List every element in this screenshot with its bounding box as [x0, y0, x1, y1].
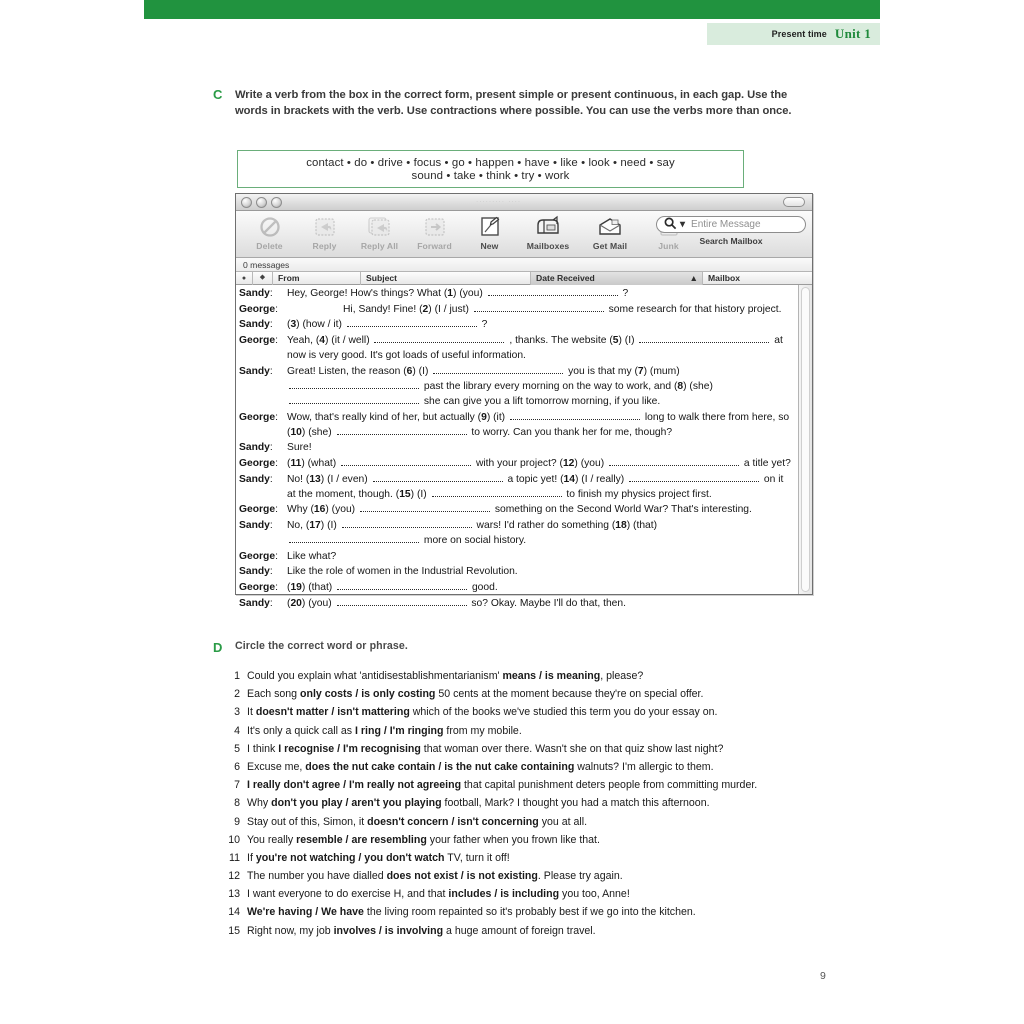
dialogue-fragment: ) (I / just): [428, 303, 472, 315]
exercise-fragment: football, Mark? I thought you had a match this afternoon.: [441, 797, 710, 810]
toolbar-reply-all-button[interactable]: [352, 214, 407, 251]
dialogue-speaker: George:: [239, 550, 278, 562]
exercise-fragment: It: [247, 706, 256, 719]
dialogue-fragment: ) (I): [618, 334, 638, 346]
header-unit-label: Unit 1: [834, 26, 871, 41]
reply-icon: [313, 214, 337, 240]
exercise-item-text: [247, 744, 856, 755]
dialogue-fragment: No! (: [287, 473, 310, 485]
exercise-item-text: [247, 853, 856, 864]
toolbar-new-button[interactable]: [462, 214, 517, 251]
gap-number: 3: [290, 319, 297, 331]
gap-number: 14: [563, 473, 575, 485]
verb-box-line-2: sound • take • think • try • work: [411, 169, 570, 182]
dialogue-fragment: (: [287, 581, 291, 593]
gap-number: 5: [612, 334, 619, 346]
dialogue-line: [239, 580, 791, 595]
exercise-fragment: The number you have dialled: [247, 870, 387, 883]
exercise-item-text: [247, 817, 856, 828]
gap-number: 11: [290, 457, 302, 469]
exercise-item: [226, 762, 856, 773]
dialogue-speaker: Sandy:: [239, 597, 273, 609]
exercise-item-text: [247, 889, 856, 900]
exercise-fragment: It's only a quick call as: [247, 724, 356, 737]
dialogue-fragment: ) (you): [574, 457, 608, 469]
dialogue-fragment: a topic yet! (: [504, 473, 564, 485]
search-placeholder: Entire Message: [691, 219, 761, 230]
exercise-fragment: Right now, my job: [247, 924, 334, 937]
exercise-item: [226, 889, 856, 900]
column-header-from[interactable]: From: [273, 272, 361, 285]
exercise-item-number: 10: [228, 833, 240, 846]
dialogue-fragment: ?: [619, 288, 629, 299]
exercise-fragment: . Please try again.: [537, 870, 623, 883]
mail-message-count: 0 messages: [243, 259, 290, 270]
dialogue-speaker: George:: [239, 303, 278, 315]
dialogue-fragment: something on the Second World War? That's interesting.: [491, 504, 752, 516]
toolbar-new-label: New: [480, 241, 499, 251]
search-mailbox-caption: Search Mailbox: [699, 236, 763, 246]
dialogue-speaker: Sandy:: [239, 519, 273, 531]
answer-blank[interactable]: [609, 460, 739, 466]
dialogue-text: [285, 286, 791, 301]
toolbar-toggle-button[interactable]: [783, 197, 805, 207]
gap-number: 19: [290, 581, 302, 593]
toolbar-get-mail-button[interactable]: [579, 214, 641, 251]
dialogue-fragment: ) (you): [301, 597, 335, 609]
dialogue-fragment: Yeah, (: [287, 334, 320, 346]
exercise-item: [226, 707, 856, 718]
answer-blank[interactable]: [639, 337, 769, 343]
dialogue-fragment: , thanks. The website (: [506, 334, 613, 346]
exercise-item-number: 12: [228, 870, 240, 883]
mail-column-headers: [236, 272, 812, 285]
toolbar-forward-button[interactable]: [407, 214, 462, 251]
exercise-fragment: Stay out of this, Simon, it: [247, 815, 368, 828]
exercise-item-text: [247, 798, 856, 809]
dialogue-speaker: George:: [239, 411, 278, 423]
dialogue-text: [285, 564, 791, 579]
dialogue-speaker: George:: [239, 504, 278, 516]
gap-number: 15: [399, 488, 411, 500]
answer-choice-pair[interactable]: don't you play / aren't you playing: [271, 797, 442, 810]
answer-blank[interactable]: [374, 337, 504, 343]
close-button-icon[interactable]: [241, 197, 252, 208]
exercise-fragment: If: [247, 851, 256, 864]
answer-choice-pair[interactable]: I recognise / I'm recognising: [278, 742, 421, 755]
gap-number: 8: [677, 380, 684, 392]
flag-icon: ⬥: [260, 274, 265, 281]
dialogue-fragment: some research for that history project.: [605, 303, 782, 315]
delete-icon: [259, 214, 281, 240]
dialogue-fragment: Wow, that's really kind of her, but actually (: [287, 411, 482, 423]
answer-choice-pair[interactable]: only costs / is only costing: [300, 688, 436, 701]
exercise-fragment: You really: [247, 833, 297, 846]
dialogue-fragment: at now is very good. It's got loads of useful information.: [287, 334, 783, 361]
dialogue-line: [239, 502, 791, 517]
dialogue-text: [285, 302, 791, 317]
toolbar-get-mail-label: Get Mail: [592, 241, 628, 251]
dialogue-fragment: to finish my physics project first.: [563, 488, 712, 500]
answer-choice-pair[interactable]: resemble / are resembling: [296, 833, 427, 846]
answer-blank[interactable]: [342, 522, 472, 528]
exercise-item-text: [247, 762, 856, 773]
dialogue-text: [285, 364, 791, 409]
answer-blank[interactable]: [341, 460, 471, 466]
dialogue-fragment: (: [287, 457, 291, 469]
header-chapter-title: Present time: [771, 29, 827, 39]
verb-word-box: [237, 150, 744, 188]
dialogue-fragment: ) (I / even): [320, 473, 371, 485]
dialogue-line: [239, 317, 791, 332]
answer-blank[interactable]: [337, 428, 467, 434]
dialogue-fragment: to worry. Can you thank her for me, though?: [468, 426, 673, 438]
dialogue-fragment: (: [287, 597, 291, 609]
answer-blank[interactable]: [360, 506, 490, 512]
exercise-item-number: 15: [228, 924, 240, 937]
gap-number: 6: [406, 365, 413, 377]
exercise-item-text: [247, 835, 856, 846]
toolbar-mailboxes-button[interactable]: [517, 214, 579, 251]
dialogue-line: [239, 364, 791, 409]
exercise-item-number: 2: [234, 688, 240, 701]
dialogue-text: [285, 518, 791, 548]
exercise-fragment: you too, Anne!: [559, 888, 630, 901]
exercise-item-number: 11: [229, 851, 240, 864]
exercise-item: [226, 817, 856, 828]
dialogue-text: [285, 456, 791, 471]
exercise-fragment: I think: [247, 742, 279, 755]
mail-toolbar: [236, 211, 812, 258]
column-header-mailbox[interactable]: Mailbox: [708, 273, 740, 283]
unread-dot-icon: ●: [241, 274, 247, 282]
dialogue-line: [239, 472, 791, 502]
dialogue-speaker: George:: [239, 457, 278, 469]
gap-number: 1: [447, 288, 454, 299]
section-c-instruction: Write a verb from the box in the correct form, present simple or present continuous, in each gap. Use the words in brackets with the verb. Use contractions where possible. You can use the verbs more than once.: [235, 89, 792, 118]
dialogue-fragment: ) (that): [301, 581, 336, 593]
exercise-item-text: [247, 707, 856, 718]
answer-blank[interactable]: [337, 599, 467, 605]
exercise-item-number: 5: [234, 742, 240, 755]
exercise-fragment: , please?: [600, 670, 644, 682]
section-d: [213, 640, 853, 655]
mailboxes-icon: [535, 214, 561, 240]
dialogue-line: [239, 549, 791, 564]
exercise-item: [226, 853, 856, 864]
exercise-fragment: Each song: [247, 688, 301, 701]
sort-ascending-icon: ▲: [689, 273, 698, 283]
dialogue-fragment: wars! I'd rather do something (: [473, 519, 616, 531]
answer-blank[interactable]: [488, 290, 618, 296]
toolbar-mailboxes-label: Mailboxes: [526, 241, 570, 251]
column-header-date-label: Date Received: [536, 273, 595, 283]
section-d-letter: D: [213, 640, 223, 655]
answer-choice-pair[interactable]: does not exist / is not existing: [386, 870, 538, 883]
dialogue-line: [239, 440, 791, 455]
column-header-attachment[interactable]: [253, 272, 273, 285]
mail-titlebar: [236, 194, 812, 211]
dialogue-fragment: you is that my (: [565, 365, 638, 377]
exercise-item: [226, 744, 856, 755]
dialogue-fragment: ) (mum): [643, 365, 680, 377]
dialogue-text: [285, 440, 791, 455]
exercise-fragment: I want everyone to do exercise H, and that: [247, 888, 449, 901]
gap-number: 18: [615, 519, 627, 531]
dialogue-fragment: ) (it / well): [325, 334, 373, 346]
dialogue-fragment: ?: [478, 319, 488, 331]
exercise-fragment: Why: [247, 797, 272, 810]
gap-number: 4: [319, 334, 325, 346]
dialogue-fragment: No, (: [287, 519, 310, 531]
column-header-subject[interactable]: Subject: [361, 272, 531, 285]
dialogue-fragment: Sure!: [287, 442, 312, 454]
answer-blank[interactable]: [337, 584, 467, 590]
dialogue-speaker: George:: [239, 581, 278, 593]
answer-blank[interactable]: [289, 382, 419, 388]
exercise-item: [226, 907, 856, 918]
dialogue-text: [285, 333, 791, 363]
section-c: [213, 87, 813, 119]
mail-scrollbar[interactable]: [798, 285, 812, 594]
gap-number: 10: [290, 426, 302, 438]
header-unit-tab: [707, 23, 880, 45]
exercise-item: [226, 871, 856, 882]
dialogue-line: [239, 564, 791, 579]
dialogue-fragment: ) (you): [453, 288, 486, 299]
exercise-item-text: [247, 926, 856, 937]
dialogue-line: [239, 286, 791, 301]
dialogue-fragment: so? Okay. Maybe I'll do that, then.: [468, 597, 626, 609]
dialogue-text: [285, 410, 791, 440]
answer-blank[interactable]: [433, 367, 563, 373]
exercise-fragment: that capital punishment deters people from committing murder.: [461, 779, 758, 792]
dialogue-fragment: ) (she): [301, 426, 335, 438]
answer-choice-pair[interactable]: I ring / I'm ringing: [355, 724, 444, 737]
dialogue-fragment: ) (you): [325, 504, 358, 516]
exercise-fragment: 50 cents at the moment because they're on special offer.: [435, 688, 704, 701]
page-number: 9: [820, 970, 826, 982]
section-c-letter: C: [213, 87, 223, 102]
dialogue-fragment: long to walk there from here, so (: [287, 411, 790, 438]
exercise-item-number: 4: [234, 724, 240, 737]
exercise-item-text: [247, 780, 856, 791]
gap-number: 17: [309, 519, 321, 531]
search-input[interactable]: [656, 216, 806, 233]
toolbar-reply-label: Reply: [312, 241, 337, 251]
dialogue-line: [239, 596, 791, 611]
dialogue-fragment: a title yet?: [741, 457, 791, 469]
dialogue-fragment: ) (I): [320, 519, 340, 531]
answer-choice-pair[interactable]: doesn't concern / isn't concerning: [367, 815, 539, 828]
dialogue-fragment: Hi, Sandy! Fine! (: [343, 303, 423, 315]
dialogue-speaker: Sandy:: [239, 566, 273, 578]
dialogue-fragment: ) (I): [412, 365, 432, 377]
dialogue-fragment: ) (it): [486, 411, 508, 423]
dialogue-text: [285, 472, 791, 502]
answer-blank[interactable]: [432, 490, 562, 496]
exercise-item: [226, 798, 856, 809]
dialogue-fragment: more on social history.: [421, 535, 527, 546]
answer-blank[interactable]: [474, 305, 604, 311]
exercise-fragment: you at all.: [538, 815, 588, 828]
zoom-button-icon[interactable]: [271, 197, 282, 208]
gap-number: 9: [481, 411, 487, 423]
exercise-fragment: from my mobile.: [443, 724, 522, 737]
exercise-item-text: [247, 907, 856, 918]
dialogue-text: [285, 549, 791, 564]
exercise-item-text: [247, 671, 856, 682]
dialogue-fragment: ) (I): [410, 488, 430, 500]
column-header-unread[interactable]: [236, 272, 253, 285]
answer-blank[interactable]: [373, 475, 503, 481]
exercise-item-number: 7: [234, 779, 240, 792]
answer-blank[interactable]: [510, 413, 640, 419]
answer-choice-pair[interactable]: involves / is involving: [333, 924, 444, 937]
exercise-fragment: walnuts? I'm allergic to them.: [574, 760, 714, 773]
toolbar-junk-label: Junk: [658, 241, 679, 251]
gap-number: 7: [637, 365, 644, 377]
exercise-item-number: 13: [228, 888, 240, 901]
dialogue-fragment: (: [287, 319, 291, 331]
answer-choice-pair[interactable]: means / is meaning: [502, 670, 601, 682]
reply-all-icon: [367, 214, 393, 240]
answer-choice-pair[interactable]: I really don't agree / I'm really not agreeing: [247, 779, 462, 792]
dialogue-fragment: she can give you a lift tomorrow morning, if you like.: [421, 395, 661, 407]
dialogue-fragment: Like the role of women in the Industrial Revolution.: [287, 566, 518, 578]
dialogue-transcript: [239, 286, 791, 611]
exercise-fragment: your father when you frown like that.: [426, 833, 600, 846]
new-message-icon: [478, 214, 502, 240]
answer-blank[interactable]: [629, 475, 759, 481]
exercise-fragment: Excuse me,: [247, 760, 306, 773]
exercise-item: [226, 689, 856, 700]
answer-choice-pair[interactable]: doesn't matter / isn't mattering: [255, 706, 410, 719]
dialogue-fragment: ) (she): [683, 380, 713, 392]
answer-blank[interactable]: [347, 321, 477, 327]
dialogue-fragment: Like what?: [287, 550, 337, 562]
exercise-item-number: 1: [234, 670, 240, 682]
search-icon: [664, 217, 677, 233]
dialogue-fragment: ) (I / really): [575, 473, 628, 485]
dialogue-text: [285, 317, 791, 332]
toolbar-delete-label: Delete: [256, 241, 283, 251]
section-d-instruction: Circle the correct word or phrase.: [235, 640, 408, 652]
dialogue-fragment: on it at the moment, though. (: [287, 473, 784, 500]
toolbar-reply-button[interactable]: [297, 214, 352, 251]
dialogue-line: [239, 333, 791, 363]
forward-icon: [423, 214, 447, 240]
answer-choice-pair[interactable]: includes / is including: [448, 888, 560, 901]
exercise-item: [226, 726, 856, 737]
exercise-fragment: a huge amount of foreign travel.: [443, 924, 596, 937]
exercise-fragment: Could you explain what 'antidisestablishmentarianism': [247, 670, 503, 682]
dialogue-fragment: Why (: [287, 504, 314, 516]
toolbar-delete-button[interactable]: [242, 214, 297, 251]
exercise-item: [226, 835, 856, 846]
answer-choice-pair[interactable]: you're not watching / you don't watch: [255, 851, 445, 864]
dialogue-text: [285, 596, 791, 611]
section-d-item-list: [226, 671, 856, 944]
verb-box-line-1: contact • do • drive • focus • go • happen • have • like • look • need • say: [306, 156, 675, 169]
exercise-item-number: 8: [234, 797, 240, 810]
mail-window-ghost-title: ......... ....: [476, 195, 522, 204]
search-scope-chevron-icon[interactable]: ▾: [680, 219, 686, 230]
minimize-button-icon[interactable]: [256, 197, 267, 208]
toolbar-reply-all-label: Reply All: [360, 241, 399, 251]
answer-blank[interactable]: [289, 537, 419, 543]
dialogue-fragment: ) (how / it): [296, 319, 345, 331]
answer-choice-pair[interactable]: does the nut cake contain / is the nut cake containing: [305, 760, 575, 773]
dialogue-fragment: with your project? (: [473, 457, 563, 469]
gap-number: 13: [309, 473, 321, 485]
exercise-fragment: that woman over there. Wasn't she on that quiz show last night?: [420, 742, 724, 755]
toolbar-forward-label: Forward: [417, 241, 452, 251]
exercise-item-number: 9: [234, 815, 240, 828]
dialogue-fragment: Hey, George! How's things? What (: [287, 288, 448, 299]
dialogue-speaker: Sandy:: [239, 288, 273, 299]
exercise-item-number: 3: [234, 706, 240, 719]
answer-choice-pair[interactable]: We're having / We have: [247, 906, 364, 919]
mail-scrollbar-track[interactable]: [801, 287, 810, 592]
dialogue-fragment: Great! Listen, the reason (: [287, 365, 407, 377]
gap-number: 2: [422, 303, 429, 315]
dialogue-speaker: Sandy:: [239, 473, 273, 485]
header-green-bar: [144, 0, 880, 19]
dialogue-fragment: ) (what): [301, 457, 340, 469]
dialogue-fragment: past the library every morning on the way to work, and (: [421, 380, 678, 392]
exercise-fragment: the living room repainted so it's probably best if we go into the kitchen.: [363, 906, 696, 919]
dialogue-line: [239, 302, 791, 317]
dialogue-line: [239, 456, 791, 471]
exercise-item: [226, 671, 856, 682]
column-header-date-received[interactable]: [531, 272, 703, 285]
dialogue-speaker: Sandy:: [239, 319, 273, 331]
dialogue-text: [285, 502, 791, 517]
exercise-fragment: which of the books we've studied this term you do your essay on.: [409, 706, 718, 719]
dialogue-text: [285, 580, 791, 595]
dialogue-line: [239, 410, 791, 440]
exercise-item-text: [247, 726, 856, 737]
toolbar-search-group: [656, 216, 806, 246]
exercise-item-text: [247, 871, 856, 882]
exercise-item-text: [247, 689, 856, 700]
mail-message-count-bar: [236, 258, 812, 272]
dialogue-speaker: George:: [239, 334, 278, 346]
dialogue-speaker: Sandy:: [239, 442, 273, 454]
gap-number: 12: [562, 457, 575, 469]
gap-number: 16: [313, 504, 326, 516]
dialogue-fragment: good.: [469, 581, 498, 593]
get-mail-icon: [597, 214, 623, 240]
exercise-item-number: 14: [228, 906, 240, 919]
dialogue-speaker: Sandy:: [239, 365, 273, 377]
exercise-item: [226, 926, 856, 937]
dialogue-fragment: ) (that): [626, 519, 658, 531]
exercise-fragment: TV, turn it off!: [444, 851, 510, 864]
exercise-item-number: 6: [234, 760, 240, 773]
gap-number: 20: [290, 597, 302, 609]
exercise-item: [226, 780, 856, 791]
answer-blank[interactable]: [289, 398, 419, 404]
dialogue-line: [239, 518, 791, 548]
